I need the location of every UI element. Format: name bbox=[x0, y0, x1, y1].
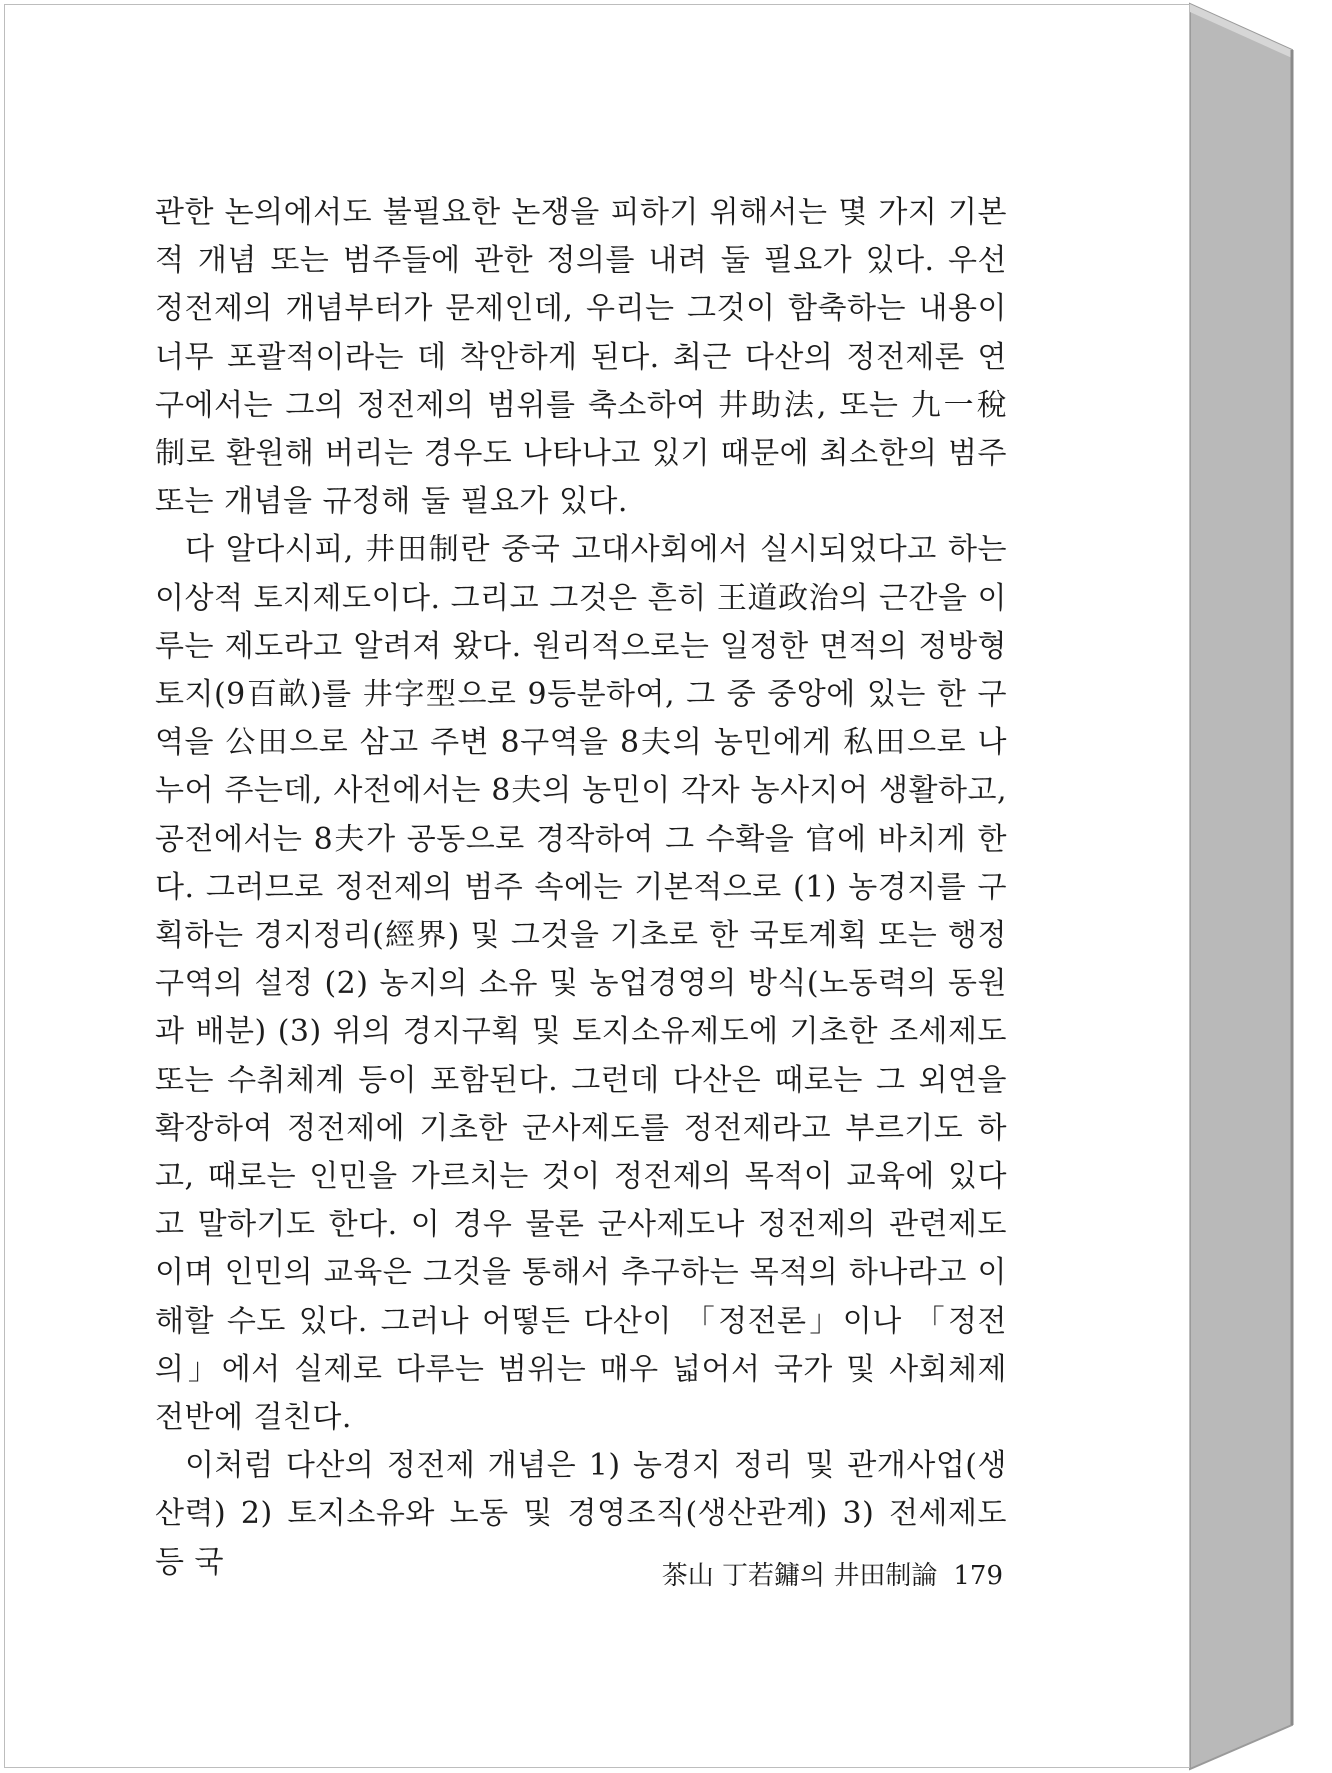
body-text bbox=[155, 189, 1007, 1587]
page-footer bbox=[662, 1555, 1003, 1592]
page-number: 179 bbox=[953, 1561, 1003, 1591]
running-title: 茶山 丁若鏞의 井田制論 bbox=[661, 1561, 938, 1591]
paragraph-3: 이처럼 다산의 정전제 개념은 1) 농경지 정리 및 관개사업(생산력) 2) 토지소유와 노동 및 경영조직(생산관계) 3) 전세제도 등 국 bbox=[155, 1448, 1007, 1580]
paragraph-2: 다 알다시피, 井田制란 중국 고대사회에서 실시되었다고 하는 이상적 토지제도이다. 그리고 그것은 흔히 王道政治의 근간을 이루는 제도라고 알려져 왔다. 원리적으로는 일정한 면적의 정방형 토지(9百畝)를 井字型으로 9등분하여, 그 중 중앙에 있는 한 구역을 公田으로 삼고 주변 8구역을 8夫의 농민에게 私田으로 나누어 주는데, 사전에서는 8夫의 농민이 각자 농사지어 생활하고, 공전에서는 8夫가 공동으로 경작하여 그 수확을 官에 바치게 한다. 그러므로 정전제의 범주 속에는 기본적으로 (1) 농경지를 구획하는 경지정리(經界) 및 그것을 기초로 한 국토계획 또는 행정구역의 설정 (2) 농지의 소유 및 농업경영의 방식(노동력의 동원과 배분) (3) 위의 경지구획 및 토지소유제도에 기초한 조세제도 또는 수취체계 등이 포함된다. 그런데 다산은 때로는 그 외연을 확장하여 정전제에 기초한 군사제도를 정전제라고 부르기도 하고, 때로는 인민을 가르치는 것이 정전제의 목적이 교육에 있다고 말하기도 한다. 이 경우 물론 군사제도나 정전제의 관련제도이며 인민의 교육은 그것을 통해서 추구하는 목적의 하나라고 이해할 수도 있다. 그러나 어떻든 다산이 「정전론」이나 「정전의」에서 실제로 다루는 범위는 매우 넓어서 국가 및 사회체제 전반에 걸친다. bbox=[155, 532, 1007, 1436]
paragraph-1: 관한 논의에서도 불필요한 논쟁을 피하기 위해서는 몇 가지 기본적 개념 또는 범주들에 관한 정의를 내려 둘 필요가 있다. 우선 정전제의 개념부터가 문제인데, 우리는 그것이 함축하는 내용이 너무 포괄적이라는 데 착안하게 된다. 최근 다산의 정전제론 연구에서는 그의 정전제의 범위를 축소하여 井助法, 또는 九一稅制로 환원해 버리는 경우도 나타나고 있기 때문에 최소한의 범주 또는 개념을 규정해 둘 필요가 있다. bbox=[155, 195, 1007, 520]
book-page bbox=[4, 4, 1190, 1768]
